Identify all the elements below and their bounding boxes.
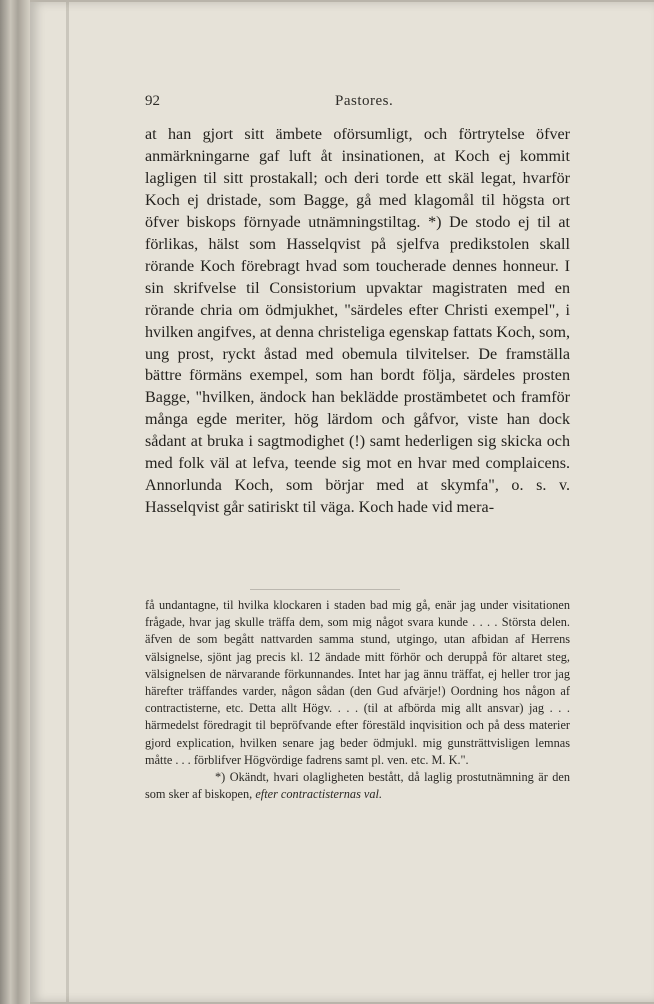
- footnote-divider: [250, 589, 400, 590]
- footnote-continued: få undantagne, til hvilka klockaren i staden bad mig gå, enär jag under visitationen frågade, hvar jag skulle träffa dem, som mig något svara kunde . . . . Största delen. äfven de som begått nattvarden samma stund, utgingo, utan afbidan af Herrens välsignelse, sjönt jag precis kl. 12 ändade mitt förhör och deruppå för altaret steg, välsignelsen de närvarande förkunnandes. Intet har jag ännu träffat, ej heller tror jag härefter träffandes varder, någon sådan (den Gud afvärje!) Oordning hos någon af contractisterne, etc. Detta allt Högv. . . . (til at afbörda mig allt ansvar) jag . . . härmedelst föredragit til bepröfvande efter förestäld inqvisition och på dess materier gjord explication, hvilken senare jag beder ödmjukl. mig gunsträttvisligen lemnas måtte . . . förblifver Högvördige fadrens samt pl. ven. etc. M. K.".: [145, 598, 570, 767]
- main-body-text: at han gjort sitt ämbete oförsumligt, och förtrytelse öfver anmärkningarne gaf luft åt insinationen, at Koch ej kommit lagligen til sitt prostakall; och deri torde ett skäl legat, hvarför Koch ej dristade, som Bagge, gå med klagomål til högsta ort öfver biskops förnyade utnämningstiltag. *) De stodo ej til at förlikas, hälst som Hasselqvist på sjelfva predikstolen skall rörande Koch förebragt hvad som toucherade dennes honneur. I sin skrifvelse til Consistorium upvaktar magistraten med en rörande chria om ödmjukhet, "särdeles efter Christi exempel", i hvilken angifves, at denna christeliga egenskap fattats Koch, som, ung prost, ryckt åstad med obemula tilvitelser. De framställa bättre förmäns exempel, som han bordt följa, särdeles prosten Bagge, "hvilken, ändock han beklädde prostämbetet och framför många egde meriter, hög lärdom och gåfvor, viste han dock sådant at bruka i sagtmodighet (!) samt hederligen sig skicka och med folk väl at lefva, teende sig mot en hvar med complaicens. Annorlunda Koch, som börjar med at skymfa", o. s. v. Hasselqvist går satiriskt til väga. Koch hade vid mera-: [145, 126, 571, 517]
- footnote-italic-text: efter contractisternas val.: [255, 787, 383, 802]
- footnote-star: [145, 769, 570, 803]
- page-inner-edge: [66, 2, 69, 1002]
- page-header: [145, 93, 571, 115]
- running-head: Pastores.: [335, 93, 394, 109]
- page-number: 92: [145, 93, 160, 109]
- footnote-marker: *): [215, 770, 226, 785]
- footnotes: [145, 597, 570, 803]
- book-spine-edge: [0, 0, 30, 1004]
- footnote-text: Okändt, hvari olagligheten bestått, då laglig prostutnämning är den som sker af biskopen,: [145, 770, 571, 802]
